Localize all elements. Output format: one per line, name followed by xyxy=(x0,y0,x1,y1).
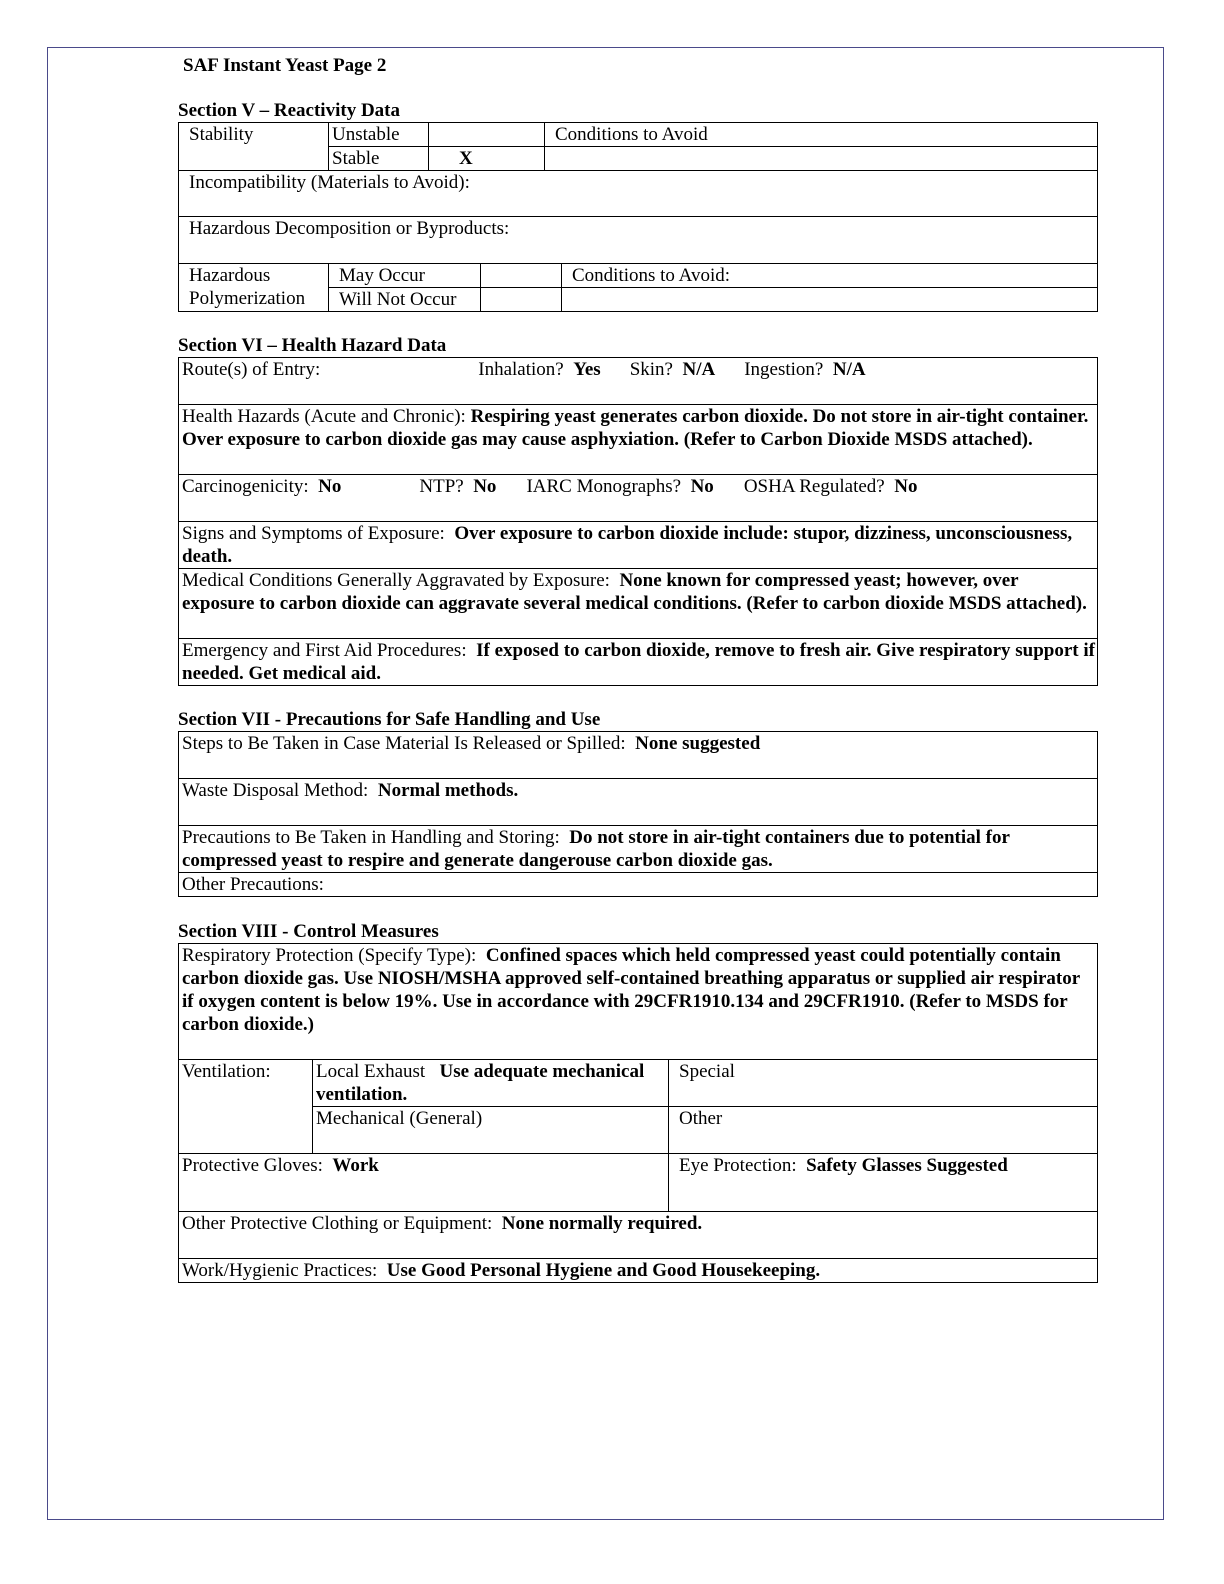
protective-gloves-cell: Protective Gloves: Work xyxy=(179,1154,669,1212)
section-6-heading: Section VI – Health Hazard Data xyxy=(178,335,447,356)
section-7-heading: Section VII - Precautions for Safe Handling and Use xyxy=(178,709,601,730)
other-precautions-row: Other Precautions: xyxy=(179,873,1098,897)
stable-label: Stable xyxy=(329,147,429,171)
eye-protection-cell: Eye Protection: Safety Glasses Suggested xyxy=(669,1154,1098,1212)
handling-table xyxy=(178,731,1098,897)
reactivity-table xyxy=(178,122,1098,264)
unstable-label: Unstable xyxy=(329,123,429,147)
carcinogenicity-row: Carcinogenicity: No NTP? No IARC Monographs? No OSHA Regulated? No xyxy=(179,475,1098,522)
conditions-to-avoid-value xyxy=(545,147,1098,171)
waste-disposal-row: Waste Disposal Method: Normal methods. xyxy=(179,779,1098,826)
conditions-to-avoid-label: Conditions to Avoid xyxy=(545,123,1098,147)
section-8-heading: Section VIII - Control Measures xyxy=(178,921,439,942)
first-aid-row: Emergency and First Aid Procedures: If exposed to carbon dioxide, remove to fresh air. Give respiratory support if needed. Get medical aid. xyxy=(179,639,1098,686)
routes-of-entry-row: Route(s) of Entry: Inhalation? Yes Skin? N/A Ingestion? N/A xyxy=(179,358,1098,405)
will-not-occur-label: Will Not Occur xyxy=(329,288,481,312)
hazardous-decomposition-label: Hazardous Decomposition or Byproducts: xyxy=(179,217,1098,264)
health-hazards-row: Health Hazards (Acute and Chronic): Respiring yeast generates carbon dioxide. Do not store in air-tight container. Over exposure to carbon dioxide gas may cause asphyxiation. (Refer to Carbon Dioxide MSDS attached). xyxy=(179,405,1098,475)
stability-label: Stability xyxy=(179,123,329,171)
polymerization-table xyxy=(178,263,1098,312)
handling-storing-row: Precautions to Be Taken in Handling and Storing: Do not store in air-tight containers due to potential for compressed yeast to respire and generate dangerouse carbon dioxide gas. xyxy=(179,826,1098,873)
section-5-heading: Section V – Reactivity Data xyxy=(178,100,400,121)
other-ventilation-cell: Other xyxy=(669,1107,1098,1154)
protective-clothing-row: Other Protective Clothing or Equipment: None normally required. xyxy=(179,1212,1098,1259)
special-cell: Special xyxy=(669,1060,1098,1107)
may-occur-value xyxy=(481,264,562,288)
control-measures-table xyxy=(178,943,1098,1283)
signs-symptoms-row: Signs and Symptoms of Exposure: Over exposure to carbon dioxide include: stupor, dizziness, unconsciousness, death. xyxy=(179,522,1098,569)
health-hazard-table xyxy=(178,357,1098,686)
unstable-value xyxy=(429,123,545,147)
may-occur-label: May Occur xyxy=(329,264,481,288)
ventilation-label: Ventilation: xyxy=(179,1060,313,1154)
conditions-to-avoid-2-label: Conditions to Avoid: xyxy=(562,264,1098,288)
mechanical-general-cell: Mechanical (General) xyxy=(313,1107,669,1154)
local-exhaust-cell: Local Exhaust Use adequate mechanical ventilation. xyxy=(313,1060,669,1107)
hygienic-practices-row: Work/Hygienic Practices: Use Good Personal Hygiene and Good Housekeeping. xyxy=(179,1259,1098,1283)
stable-mark: X xyxy=(429,147,545,171)
respiratory-protection-row: Respiratory Protection (Specify Type): Confined spaces which held compressed yeast could potentially contain carbon dioxide gas. Use NIOSH/MSHA approved self-contained breathing apparatus or supplied air respirator if oxygen content is below 19%. Use in accordance with 29CFR1910.134 and 29CFR1910. (Refer to MSDS for carbon dioxide.) xyxy=(179,944,1098,1060)
conditions-to-avoid-2-value xyxy=(562,288,1098,312)
hazardous-polymerization-label: Hazardous Polymerization xyxy=(179,264,329,312)
will-not-occur-value xyxy=(481,288,562,312)
page-title: SAF Instant Yeast Page 2 xyxy=(183,55,387,76)
spill-row: Steps to Be Taken in Case Material Is Released or Spilled: None suggested xyxy=(179,732,1098,779)
incompatibility-label: Incompatibility (Materials to Avoid): xyxy=(179,171,1098,217)
medical-conditions-row: Medical Conditions Generally Aggravated by Exposure: None known for compressed yeast; however, over exposure to carbon dioxide can aggravate several medical conditions. (Refer to carbon dioxide MSDS attached). xyxy=(179,569,1098,639)
